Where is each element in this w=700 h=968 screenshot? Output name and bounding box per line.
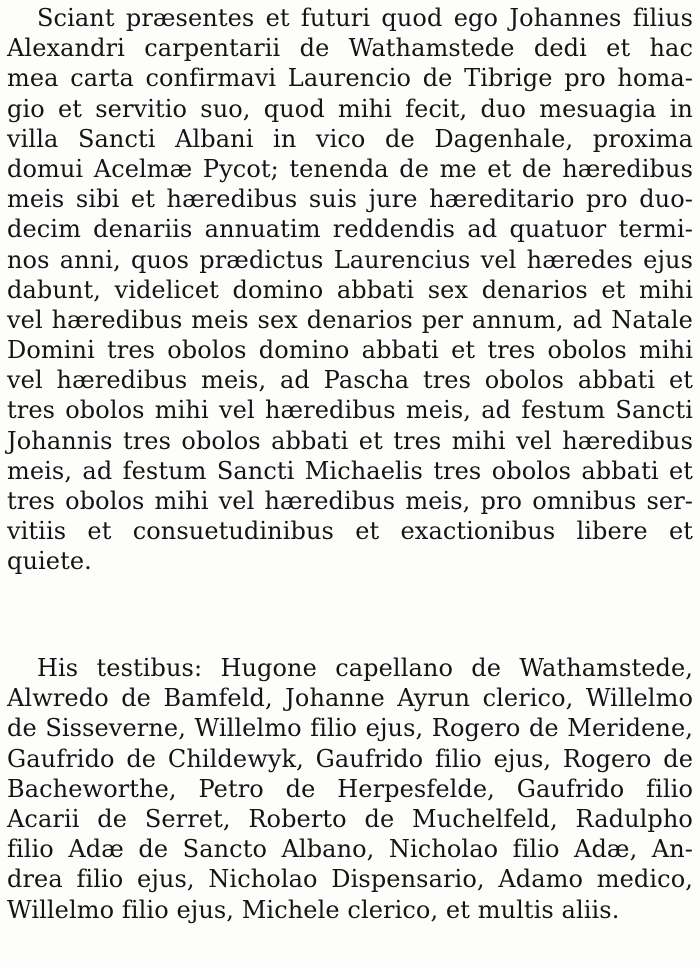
- text-line: mea carta confirmavi Laurencio de Tibrige pro homa-: [7, 64, 693, 93]
- text-line: Willelmo filio ejus, Michele clerico, et multis aliis.: [7, 895, 620, 924]
- charter-paragraph: [7, 3, 693, 577]
- text-line: domui Acelmæ Pycot; tenenda de me et de hæredibus: [7, 154, 693, 183]
- text-line: vitiis et consuetudinibus et exactionibus libere et: [7, 517, 693, 546]
- text-line: Domini tres obolos domino abbati et tres obolos mihi: [7, 336, 693, 365]
- text-line: filio Adæ de Sancto Albano, Nicholao filio Adæ, An-: [7, 835, 693, 864]
- text-line: nos anni, quos prædictus Laurencius vel hæredes ejus: [7, 245, 693, 274]
- text-line: vel hæredibus meis sex denarios per annum, ad Natale: [7, 305, 693, 334]
- text-line: Gaufrido de Childewyk, Gaufrido filio ejus, Rogero de: [7, 744, 693, 773]
- text-line: meis sibi et hæredibus suis jure hæreditario pro duo-: [7, 185, 693, 214]
- text-line: Johannis tres obolos abbati et tres mihi vel hæredibus: [7, 426, 693, 455]
- text-line: decim denariis annuatim reddendis ad quatuor termi-: [7, 215, 693, 244]
- text-line: tres obolos mihi vel hæredibus meis, ad festum Sancti: [7, 396, 693, 425]
- text-line: His testibus: Hugone capellano de Wathamstede,: [37, 654, 693, 682]
- text-line: vel hæredibus meis, ad Pascha tres obolos abbati et: [7, 366, 693, 395]
- text-line: drea filio ejus, Nicholao Dispensario, Adamo medico,: [7, 865, 693, 894]
- witnesses-paragraph: [7, 653, 693, 925]
- text-line: Bacheworthe, Petro de Herpesfelde, Gaufrido filio: [7, 774, 693, 803]
- text-line: dabunt, videlicet domino abbati sex denarios et mihi: [7, 275, 693, 304]
- text-line: Sciant præsentes et futuri quod ego Johannes filius: [37, 4, 693, 32]
- text-line: tres obolos mihi vel hæredibus meis, pro omnibus ser-: [7, 487, 693, 515]
- text-line: Alwredo de Bamfeld, Johanne Ayrun clerico, Willelmo: [7, 684, 693, 713]
- text-line: quiete.: [7, 547, 92, 576]
- text-line: Acarii de Serret, Roberto de Muchelfeld, Radulpho: [7, 804, 693, 833]
- text-line: Alexandri carpentarii de Wathamstede dedi et hac: [7, 34, 693, 63]
- text-line: gio et servitio suo, quod mihi fecit, duo mesuagia in: [7, 94, 693, 123]
- text-line: de Sisseverne, Willelmo filio ejus, Rogero de Meridene,: [7, 714, 693, 743]
- text-line: villa Sancti Albani in vico de Dagenhale, proxima: [7, 124, 693, 153]
- text-line: meis, ad festum Sancti Michaelis tres obolos abbati et: [7, 456, 693, 485]
